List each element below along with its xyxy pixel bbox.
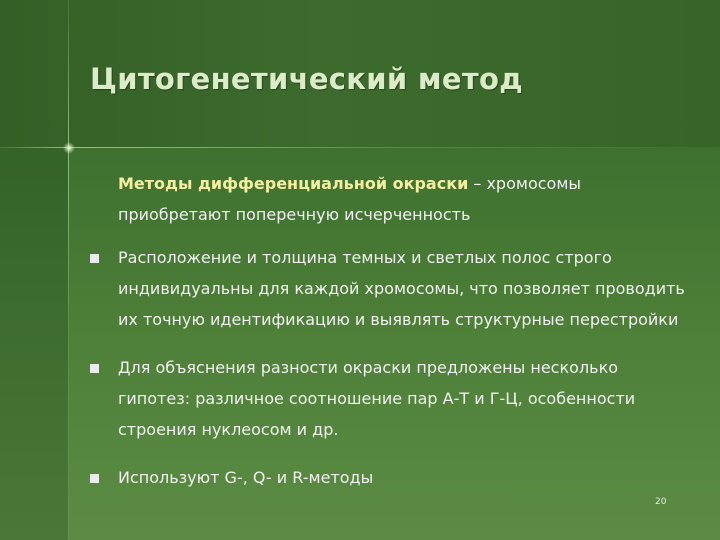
slide-title: Цитогенетический метод xyxy=(90,62,523,96)
page-number: 20 xyxy=(655,497,667,507)
list-item xyxy=(90,242,690,335)
paragraph-text: Используют G-, Q- и R-методы xyxy=(118,468,374,487)
square-bullet-icon xyxy=(90,474,99,483)
paragraph-text: Расположение и толщина темных и светлых полос строго индивидуальны для каждой хромосомы, что позволяет проводить их точную идентификацию и выявлять структурные перестройки xyxy=(118,248,685,329)
list-item xyxy=(90,462,690,493)
square-bullet-icon xyxy=(90,254,99,263)
list-item xyxy=(90,352,690,445)
paragraph-text: – хромосомы приобретают поперечную исчерченность xyxy=(118,174,582,224)
paragraph-text: Для объяснения разности окраски предложены несколько гипотез: различное соотношение пар А-Т и Г-Ц, особенности строения нуклеосом и др. xyxy=(118,358,636,439)
vertical-accent-line xyxy=(68,0,69,540)
sparkle-icon xyxy=(63,142,75,154)
lead-term: Методы дифференциальной окраски xyxy=(118,174,469,193)
slide-body xyxy=(90,168,690,510)
horizontal-accent-line xyxy=(0,147,720,148)
square-bullet-icon xyxy=(90,364,99,373)
list-item xyxy=(90,168,690,230)
